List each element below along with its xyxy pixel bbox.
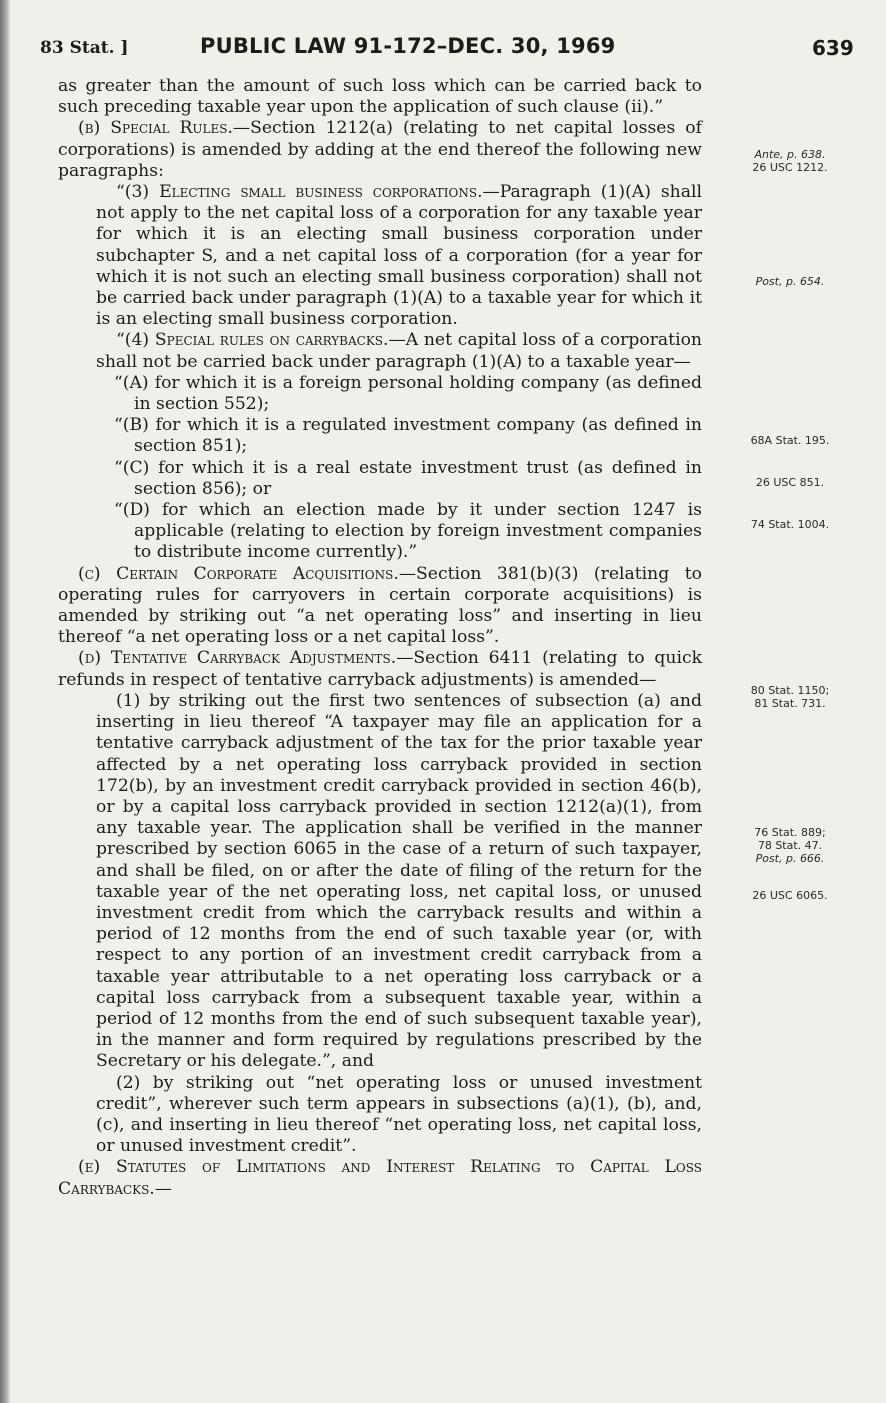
margin-note: 68A Stat. 195. — [750, 434, 830, 447]
amendment-1: (1) by striking out the first two sentences of subsection (a) and inserting in lieu thereof “A taxpayer may file an application for a tentative carryback adjustment of the tax for the prior taxable year affected by a net operating loss carryback provided in section 172(b), by an investment credit carryback provided in section 46(b), or by a capital loss carryback provided in section 1212(a)(1), from any taxable year. The application shall be verified in the manner prescribed by section 6065 in the case of a return of such taxpayer, and shall be filed, on or after the date of filing of the return for the taxable year of the net operating loss, net capital loss, or unused investment credit from which the carryback results and within a period of 12 months from the end of such taxable year (or, with respect to any portion of an investment credit carryback from a taxable year attributable to a net operating loss carryback or a capital loss carryback from a subsequent taxable year, within a period of 12 months from the end of such subsequent taxable year), in the manner and form required by regulations prescribed by the Secretary or his delegate.”, and — [96, 690, 702, 1072]
subsection-heading: (d) Tentative Carryback Adjustments. — [78, 648, 397, 669]
subsection-c: (c) Certain Corporate Acquisitions.—Section 381(b)(3) (relating to operating rules for carryovers in certain corporate acquisitions) is amended by striking out “a net operating loss” and inserting in lieu thereof “a net operating loss or a net capital loss”. — [58, 563, 702, 648]
law-title: PUBLIC LAW 91-172–DEC. 30, 1969 — [200, 34, 616, 58]
clause-c: “(C) for which it is a real estate investment trust (as defined in section 856); or — [114, 457, 702, 499]
statute-body — [58, 76, 702, 1200]
margin-note: 74 Stat. 1004. — [750, 518, 830, 531]
margin-note: Post, p. 654. — [755, 275, 825, 288]
page-number: 639 — [812, 36, 854, 60]
running-header — [0, 32, 886, 62]
margin-note: 26 USC 851. — [755, 476, 825, 489]
clause-a: “(A) for which it is a foreign personal holding company (as defined in section 552); — [114, 372, 702, 415]
paragraph-heading: “(4) Special rules on carrybacks. — [116, 330, 389, 351]
margin-note: 26 USC 6065. — [752, 889, 828, 902]
margin-note: 76 Stat. 889; 78 Stat. 47. Post, p. 666. — [754, 826, 826, 865]
subsection-heading: (c) Certain Corporate Acquisitions. — [78, 563, 399, 584]
margin-note: 80 Stat. 1150; 81 Stat. 731. — [750, 684, 830, 710]
clause-b: “(B) for which it is a regulated investment company (as defined in section 851); — [114, 415, 702, 457]
subsection-heading: (b) Special Rules. — [78, 118, 233, 139]
paragraph-continuation: as greater than the amount of such loss which can be carried back to such preceding taxable year upon the application of such clause (ii).” — [58, 76, 702, 118]
clause-d: “(D) for which an election made by it under section 1247 is applicable (relating to election by foreign investment companies to distribute income currently).” — [114, 500, 702, 563]
amendment-2: (2) by striking out “net operating loss or unused investment credit”, wherever such term appears in subsections (a)(1), (b), and, (c), and inserting in lieu thereof “net operating loss, net capital loss, or unused investment credit”. — [96, 1072, 702, 1157]
subsection-heading: (e) Statutes of Limitations and Interest Relating to Capital Loss Carrybacks. — [58, 1157, 702, 1199]
subsection-e: (e) Statutes of Limitations and Interest Relating to Capital Loss Carrybacks.— — [58, 1157, 702, 1199]
subsection-d: (d) Tentative Carryback Adjustments.—Section 6411 (relating to quick refunds in respect of tentative carryback adjustments) is amended— — [58, 648, 702, 690]
paragraph-4: “(4) Special rules on carrybacks.—A net capital loss of a corporation shall not be carried back under paragraph (1)(A) to a taxable year— — [96, 330, 702, 372]
paragraph-3: “(3) Electing small business corporations.—Paragraph (1)(A) shall not apply to the net capital loss of a corporation for any taxable year for which it is an electing small business corporation under subchapter S, and a net capital loss of a corporation (for a year for which it is not such an electing small business corporation) shall not be carried back under paragraph (1)(A) to a taxable year for which it is an electing small business corporation. — [96, 182, 702, 330]
statute-volume: 83 Stat. ] — [40, 38, 129, 58]
margin-note: Ante, p. 638. 26 USC 1212. — [752, 148, 828, 174]
binding-edge — [0, 0, 10, 1403]
paragraph-heading: “(3) Electing small business corporations. — [116, 182, 483, 203]
subsection-b: (b) Special Rules.—Section 1212(a) (relating to net capital losses of corporations) is amended by adding at the end thereof the following new paragraphs: — [58, 118, 702, 181]
